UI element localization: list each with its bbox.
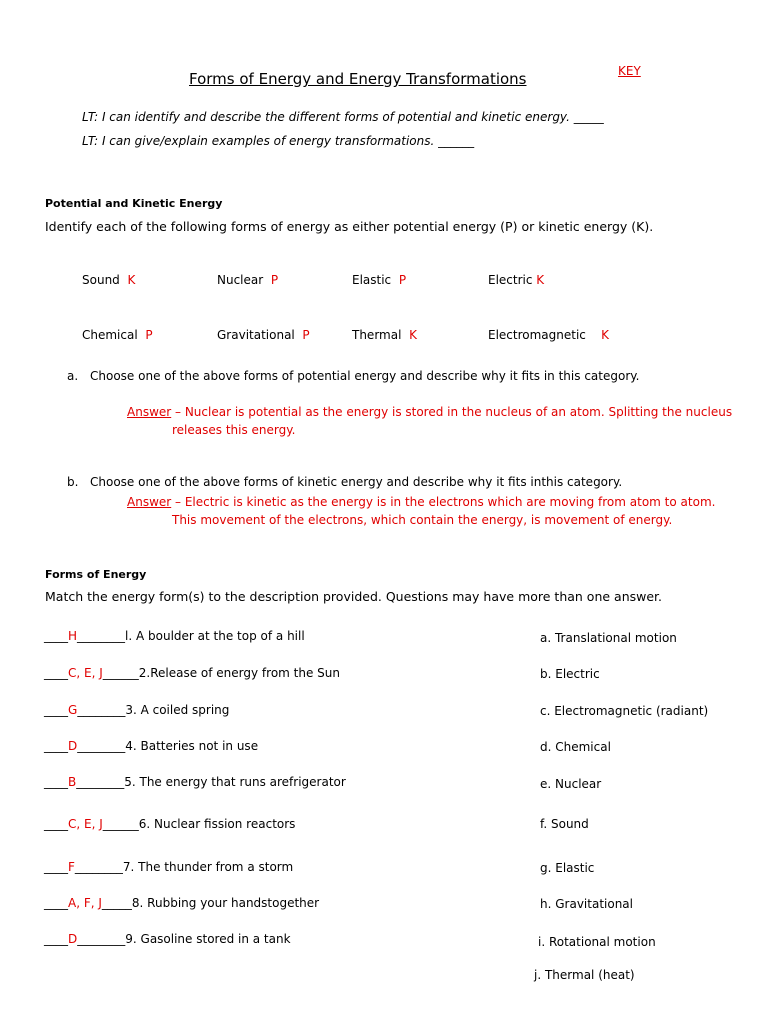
learning-target-1: LT: I can identify and describe the different forms of potential and kinetic energy. _____ xyxy=(82,110,604,124)
energy-item-electric: Electric K xyxy=(488,273,545,287)
energy-item-answer: K xyxy=(409,328,417,342)
match-question-9: ____D________9. Gasoline stored in a tank xyxy=(44,932,291,946)
match-answer: G xyxy=(68,703,78,717)
question-b-letter: b. xyxy=(67,475,79,489)
match-question-2: ____C, E, J______2.Release of energy from the Sun xyxy=(44,666,340,680)
question-a-letter: a. xyxy=(67,369,79,383)
energy-item-answer: P xyxy=(398,273,407,287)
match-question-6: ____C, E, J______6. Nuclear fission reactors xyxy=(44,817,296,831)
answer-label: Answer xyxy=(127,495,172,509)
choice-c: c. Electromagnetic (radiant) xyxy=(540,704,709,718)
choice-f: f. Sound xyxy=(540,817,589,831)
choice-h: h. Gravitational xyxy=(540,897,633,911)
section-instruction-potential-kinetic: Identify each of the following forms of energy as either potential energy (P) or kinetic energy (K). xyxy=(45,219,654,234)
match-question-7: ____F________7. The thunder from a storm xyxy=(44,860,294,874)
match-answer: H xyxy=(68,629,78,643)
choice-e: e. Nuclear xyxy=(540,777,602,791)
energy-item-sound: Sound K xyxy=(82,273,136,287)
section-instruction-forms-of-energy: Match the energy form(s) to the description provided. Questions may have more than one answer. xyxy=(45,589,663,604)
match-answer: A, F, J xyxy=(68,896,102,910)
match-answer: B xyxy=(68,775,77,789)
question-a-answer-line-1: Answer – Nuclear is potential as the energy is stored in the nucleus of an atom. Splitting the nucleus xyxy=(127,405,733,419)
energy-item-chemical: Chemical P xyxy=(82,328,153,342)
energy-item-answer: P xyxy=(302,328,310,342)
learning-target-2: LT: I can give/explain examples of energy transformations. ______ xyxy=(82,134,475,148)
energy-item-gravitational: Gravitational P xyxy=(217,328,310,342)
match-question-1: ____H________l. A boulder at the top of a hill xyxy=(44,629,305,643)
question-b-text: Choose one of the above forms of kinetic energy and describe why it fits inthis category. xyxy=(90,475,623,489)
choice-b: b. Electric xyxy=(540,667,600,681)
match-answer: D xyxy=(68,932,78,946)
energy-item-nuclear: Nuclear P xyxy=(217,273,279,287)
choice-g: g. Elastic xyxy=(540,861,595,875)
energy-item-thermal: Thermal K xyxy=(352,328,417,342)
question-a-answer-line-2: releases this energy. xyxy=(172,423,296,437)
match-question-5: ____B________5. The energy that runs arefrigerator xyxy=(44,775,346,789)
choice-i: i. Rotational motion xyxy=(538,935,656,949)
energy-item-answer: K xyxy=(536,273,545,287)
match-answer: C, E, J xyxy=(68,817,103,831)
question-b-answer-line-2: This movement of the electrons, which contain the energy, is movement of energy. xyxy=(172,513,673,527)
energy-item-answer: K xyxy=(601,328,610,342)
match-question-8: ____A, F, J_____8. Rubbing your handstogether xyxy=(44,896,320,910)
energy-item-elastic: Elastic P xyxy=(352,273,407,287)
question-b-answer-line-1: Answer – Electric is kinetic as the energy is in the electrons which are moving from atom to atom. xyxy=(127,495,716,509)
choice-d: d. Chemical xyxy=(540,740,611,754)
energy-item-electromagnetic: Electromagnetic K xyxy=(488,328,610,342)
match-answer: C, E, J xyxy=(68,666,103,680)
section-heading-forms-of-energy: Forms of Energy xyxy=(45,568,147,581)
match-question-3: ____G________3. A coiled spring xyxy=(44,703,230,717)
match-answer: D xyxy=(68,739,78,753)
answer-label: Answer xyxy=(127,405,172,419)
match-question-4: ____D________4. Batteries not in use xyxy=(44,739,259,753)
energy-item-answer: K xyxy=(127,273,136,287)
energy-item-answer: P xyxy=(270,273,279,287)
choice-j: j. Thermal (heat) xyxy=(534,968,635,982)
section-heading-potential-kinetic: Potential and Kinetic Energy xyxy=(45,197,223,210)
page-title: Forms of Energy and Energy Transformations xyxy=(189,70,527,88)
question-a-text: Choose one of the above forms of potential energy and describe why it fits in this category. xyxy=(90,369,640,383)
choice-a: a. Translational motion xyxy=(540,631,677,645)
key-label: KEY xyxy=(618,64,641,78)
energy-item-answer: P xyxy=(145,328,153,342)
match-answer: F xyxy=(68,860,75,874)
